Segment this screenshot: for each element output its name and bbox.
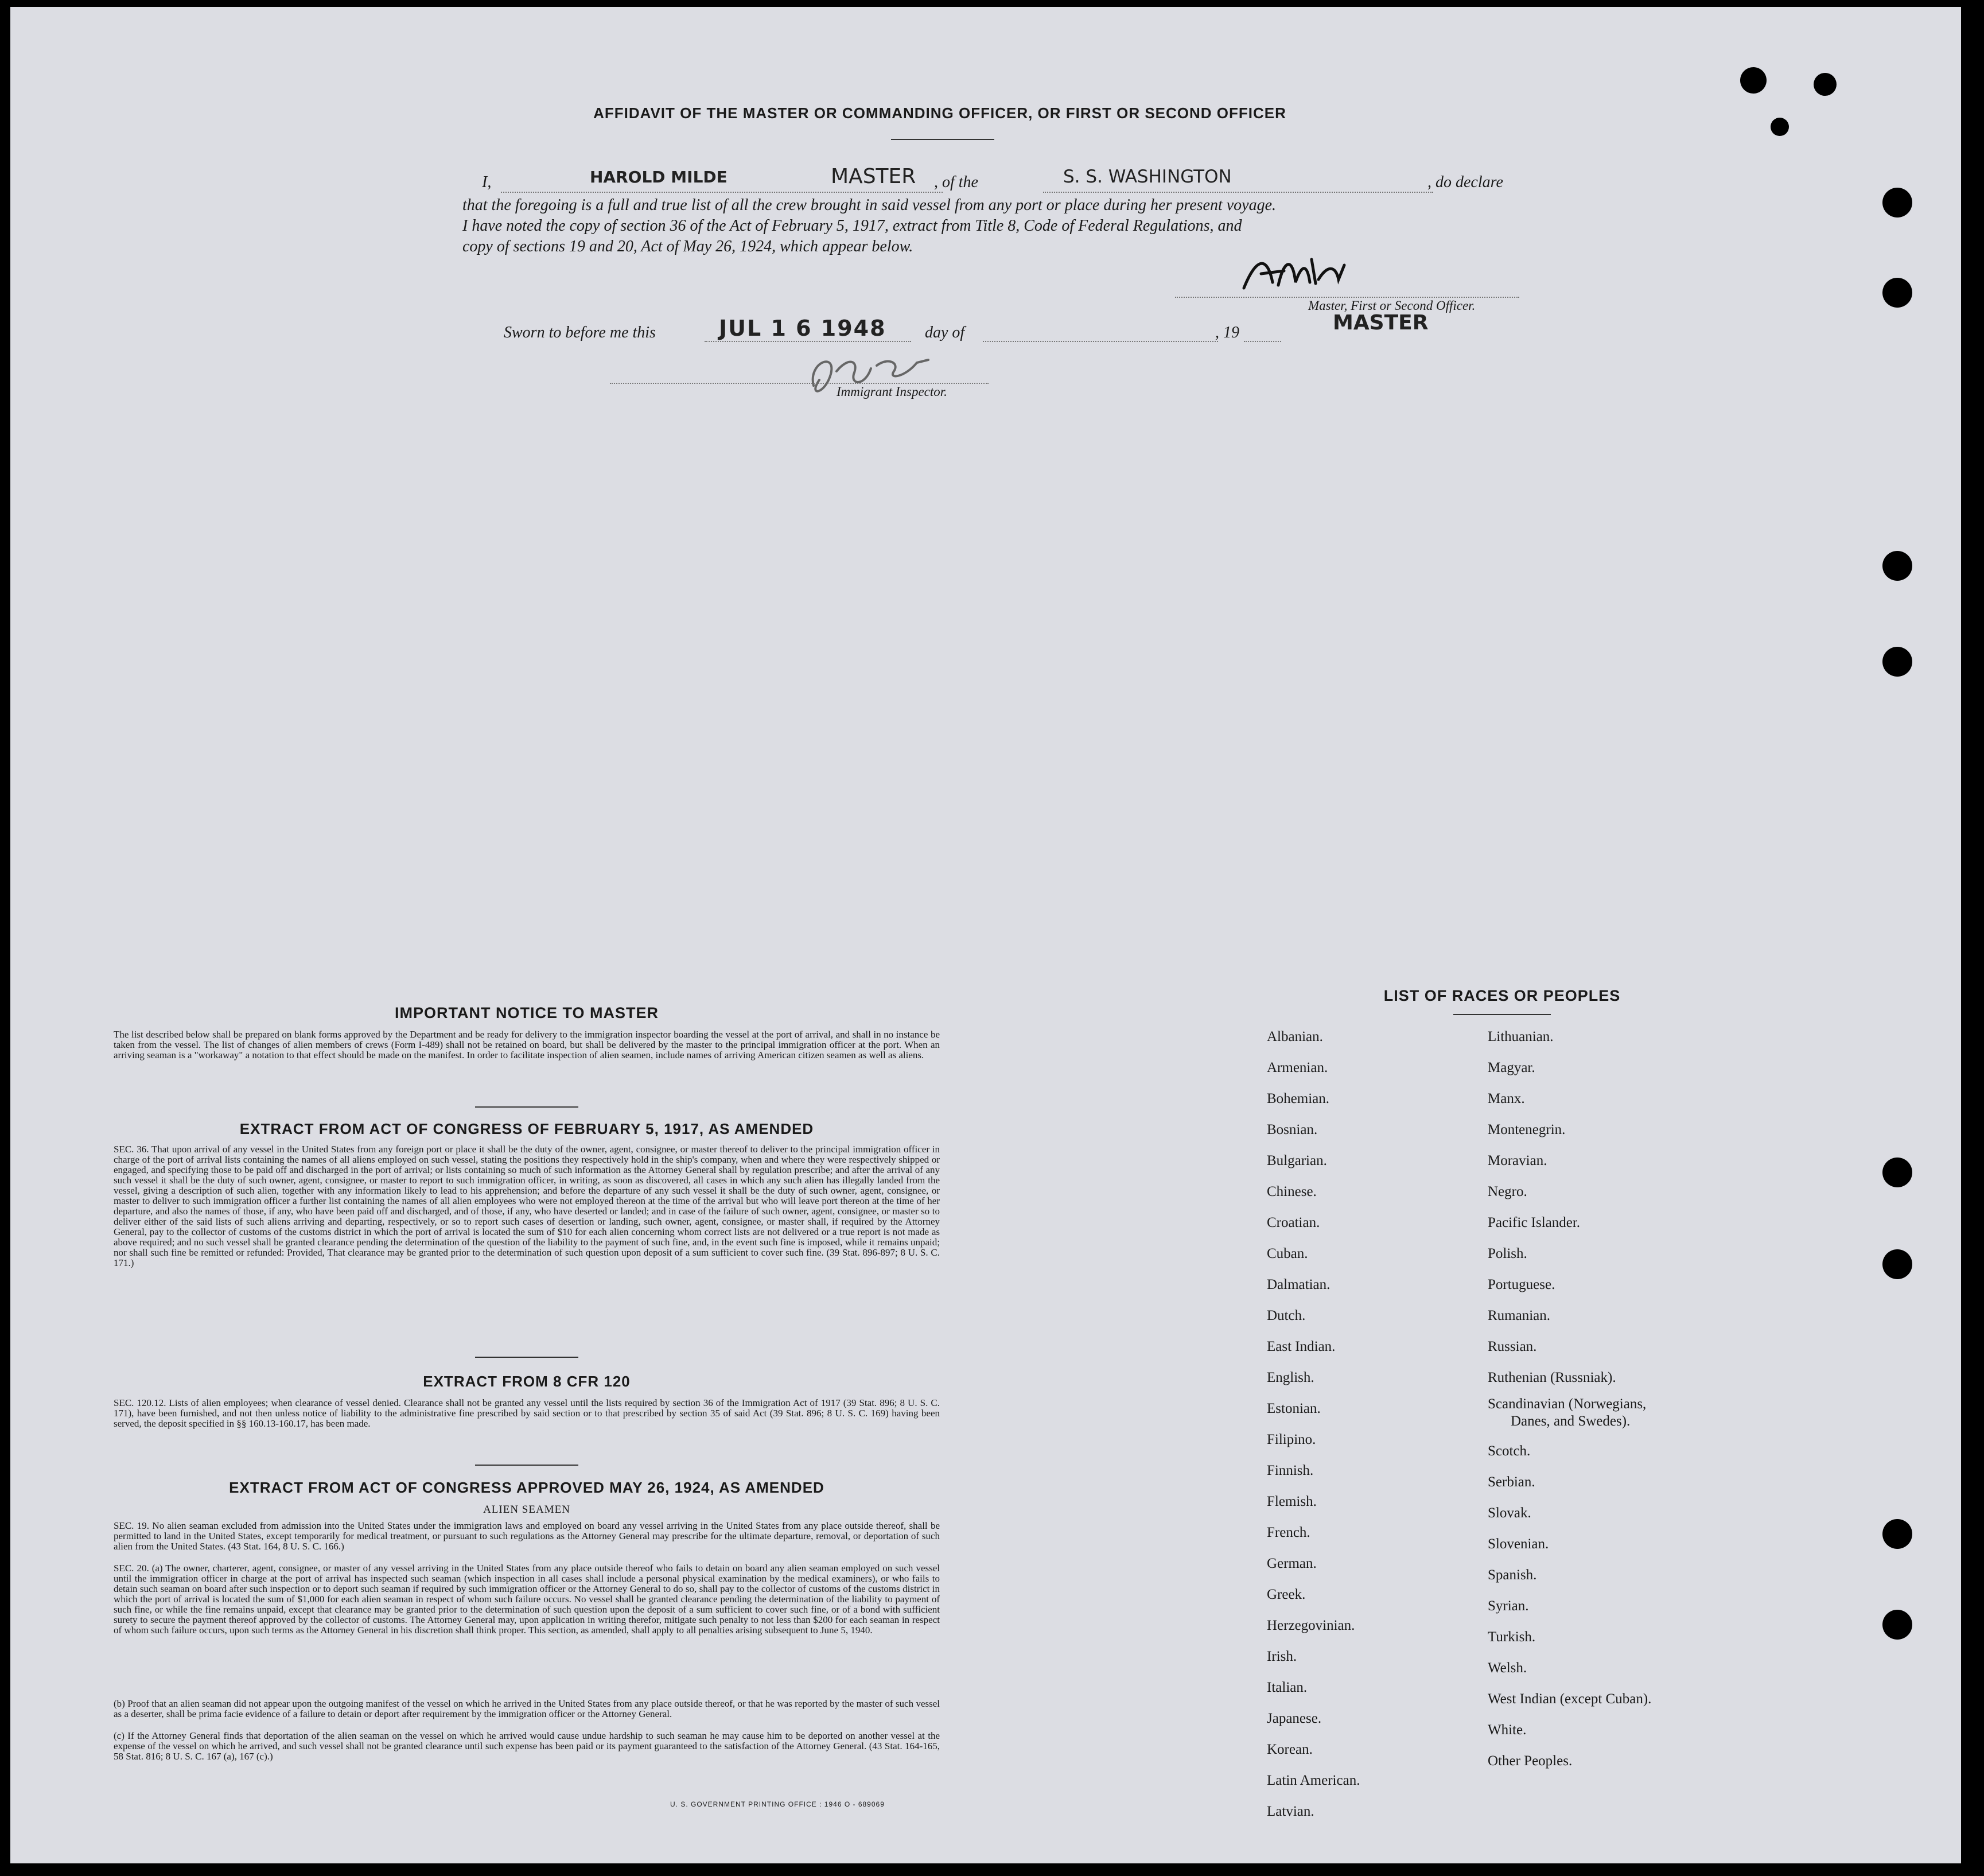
race-item: Syrian. [1488,1598,1529,1614]
inspector-caption: Immigrant Inspector. [837,384,947,399]
binder-hole [1771,118,1789,136]
binder-hole [1882,188,1912,217]
race-item: Turkish. [1488,1629,1536,1645]
race-item: Other Peoples. [1488,1753,1573,1769]
race-item: Dalmatian. [1267,1277,1331,1292]
race-item: Lithuanian. [1488,1029,1554,1044]
race-item: Latin American. [1267,1773,1360,1788]
race-item: Cuban. [1267,1246,1308,1261]
signature-caption: Master, First or Second Officer. [1308,298,1476,313]
race-item: Dutch. [1267,1308,1306,1323]
race-item: Montenegrin. [1488,1122,1566,1137]
signature-rank: MASTER [1333,311,1429,335]
race-item-scandinavian-line-2: Danes, and Swedes). [1511,1413,1631,1429]
race-item: Bosnian. [1267,1122,1318,1137]
binder-hole [1882,647,1912,677]
race-item: Serbian. [1488,1474,1535,1490]
race-item: English. [1267,1370,1314,1385]
race-item: Japanese. [1267,1711,1322,1726]
race-item: Armenian. [1267,1060,1328,1075]
master-name: HAROLD MILDE [590,168,728,187]
document-page [10,7,1961,1863]
binder-hole [1882,278,1912,308]
race-item: Rumanian. [1488,1308,1551,1323]
declaration-line-4: copy of sections 19 and 20, Act of May 26, 1924, which appear below. [462,238,913,255]
year-prefix: , 19 [1215,324,1239,341]
race-item: Slovenian. [1488,1536,1549,1552]
race-item: Spanish. [1488,1567,1537,1583]
races-column-1 [1267,1021,1360,1827]
race-item: Latvian. [1267,1804,1314,1819]
binder-hole [1882,1158,1912,1187]
race-item: Polish. [1488,1246,1527,1261]
extract-1917-divider [475,1357,578,1358]
race-item: Welsh. [1488,1660,1527,1676]
extract-1917-text: SEC. 36. That upon arrival of any vessel in the United States from any foreign port or place it shall be the duty of the owner, agent, consignee, or master thereof to deliver to the principal immigration officer in charge of the port of arrival lists containing the names of all aliens employed on such vessel, stating the positions they respectively hold in the ship's company, when and where they were respectively shipped or engaged, and specifying those to be paid off and discharged in the port of arrival; or lists containing so much of such information as the Attorney General shall by regulation prescribe; and after the arrival of any such vessel it shall be the duty of such owner, agent, consignee, or master to report to such immigration officer, in writing, as soon as discovered, all cases in which any such alien has illegally landed from the vessel, giving a description of such alien, together with any information likely to lead to his apprehension; and before the departure of any such vessel it shall be the duty of such owner, agent, consignee, or master to deliver to such immigration officer a further list containing the names of all alien employees who were not employed thereon at the time of the arrival but who will leave port thereon at the time of her departure, and also the names of those, if any, who have been paid off and discharged, and of those, if any, who have deserted or landed; and in case of the failure of such owner, agent, consignee, or master so to deliver either of the said lists of such aliens arriving and departing, respectively, or so to report such cases of desertion or landing, such owner, agent, consignee, or master shall, if required by the Attorney General, pay to the collector of customs of the customs district in which the port of arrival is located the sum of $10 for each alien concerning whom correct lists are not delivered or a true report is not made as above required; and no such vessel shall be granted clearance pending the determination of the question of the liability to the payment of such fine, and, in the event such fine is imposed, while it remains unpaid; nor shall such fine be remitted or refunded: Provided, That clearance may be granted prior to the determination of such question upon deposit of a sum sufficient to cover such fine. (39 Stat. 896-897; 8 U. S. C. 171.) [114,1144,940,1268]
race-item: Portuguese. [1488,1277,1555,1292]
affidavit-title: AFFIDAVIT OF THE MASTER OR COMMANDING OFFICER, OR FIRST OR SECOND OFFICER [593,104,1286,122]
race-item: Korean. [1267,1742,1313,1757]
race-item: White. [1488,1722,1527,1738]
race-item: Chinese. [1267,1184,1317,1199]
race-item: Slovak. [1488,1505,1531,1521]
extract-cfr-text: SEC. 120.12. Lists of alien employees; when clearance of vessel denied. Clearance shall not be granted any vessel until the lists required by section 36 of the Immigration Act of 1917 (39 Stat. 896; 8 U. S. C. 171), have been furnished, and not then unless notice of liability to the administrative fine prescribed by said section or to that prescribed by section 35 of said Act (39 Stat. 896; 8 U. S. C. 169) having been served, the deposit specified in §§ 160.13-160.17, has been made. [114,1397,940,1429]
notice-divider [475,1106,578,1108]
title-divider [891,139,994,140]
races-title: LIST OF RACES OR PEOPLES [1383,987,1621,1004]
sworn-label: Sworn to before me this [504,324,656,341]
vessel-name: S. S. WASHINGTON [1063,166,1232,187]
declarant-i-label: I, [482,173,492,191]
race-item: Negro. [1488,1184,1527,1199]
month-blank [983,341,1218,342]
race-item: Italian. [1267,1680,1308,1695]
binder-hole [1882,1610,1912,1640]
race-item: Croatian. [1267,1215,1320,1230]
race-item: Bohemian. [1267,1091,1330,1106]
race-item: Manx. [1488,1091,1525,1106]
binder-hole [1814,73,1837,96]
race-item: Magyar. [1488,1060,1535,1075]
extract-1924-sec20b: (b) Proof that an alien seaman did not appear upon the outgoing manifest of the vessel on which he arrived in the United States from any place outside thereof, or that he was reported by the master of such vessel as a deserter, shall be prima facie evidence of a failure to detain or deport after requirement by the immigration officer or the Attorney General. [114,1698,940,1719]
race-item: German. [1267,1556,1317,1571]
race-item: French. [1267,1525,1310,1540]
sworn-date-stamp: JUL 1 6 1948 [719,316,886,341]
race-item: Bulgarian. [1267,1153,1327,1168]
race-item: Irish. [1267,1649,1297,1664]
master-rank: MASTER [831,165,916,188]
race-item: Greek. [1267,1587,1306,1602]
inspector-line [610,383,989,384]
race-item: West Indian (except Cuban). [1488,1691,1652,1707]
master-signature [1238,248,1410,300]
name-blank [501,192,943,193]
notice-title: IMPORTANT NOTICE TO MASTER [395,1004,659,1021]
signature-line [1175,297,1519,298]
race-item: Russian. [1488,1339,1537,1354]
race-item: Flemish. [1267,1494,1317,1509]
do-declare-label: , do declare [1427,173,1503,191]
race-item-scandinavian-line-1: Scandinavian (Norwegians, [1488,1396,1647,1412]
race-item: Albanian. [1267,1029,1323,1044]
extract-1924-subtitle: ALIEN SEAMEN [483,1504,570,1516]
race-item-scandinavian [1488,1393,1651,1436]
race-item: East Indian. [1267,1339,1336,1354]
extract-1924-title: EXTRACT FROM ACT OF CONGRESS APPROVED MAY 26, 1924, AS AMENDED [229,1479,824,1496]
race-item: Filipino. [1267,1432,1316,1447]
vessel-blank [1043,192,1433,193]
binder-hole [1882,551,1912,581]
race-item: Ruthenian (Russniak). [1488,1370,1616,1385]
race-item: Estonian. [1267,1401,1321,1416]
day-of-label: day of [925,324,965,341]
binder-hole [1882,1249,1912,1279]
declaration-line-3: I have noted the copy of section 36 of the Act of February 5, 1917, extract from Title 8, Code of Federal Regulations, and [462,217,1242,235]
printing-office-footer: U. S. GOVERNMENT PRINTING OFFICE : 1946 O - 689069 [670,1800,885,1808]
of-the-label: , of the [934,173,978,191]
year-blank [1244,341,1281,342]
race-item: Finnish. [1267,1463,1314,1478]
binder-hole [1882,1519,1912,1549]
race-item: Moravian. [1488,1153,1547,1168]
race-item: Pacific Islander. [1488,1215,1581,1230]
extract-1924-sec20c: (c) If the Attorney General finds that deportation of the alien seaman on the vessel on which he arrived would cause undue hardship to such seaman he may cause him to be deported on another vessel at the expense of the vessel on which he arrived, and such vessel shall not be granted clearance until such expense has been paid or its payment guaranteed to the satisfaction of the Attorney General. (43 Stat. 164-165, 58 Stat. 816; 8 U. S. C. 167 (a), 167 (c).) [114,1730,940,1762]
race-item: Scotch. [1488,1443,1531,1459]
extract-1924-sec20a: SEC. 20. (a) The owner, charterer, agent, consignee, or master of any vessel arriving in the United States from any place outside thereof who fails to detain on board any alien seaman employed on such vessel until the immigration officer in charge at the port of arrival has inspected such seaman (which inspection in all cases shall include a personal physical examination by the medical examiners), or who fails to detain such seaman on board after such inspection or to deport such seaman if required by such immigration officer or the Attorney General to do so, shall pay to the collector of customs of the customs district in which the port of arrival is located the sum of $1,000 for each alien seaman in respect of whom such failure occurs. No vessel shall be granted clearance pending the determination of the liability to payment of such fine, or while the fine remains unpaid, except that clearance may be granted prior to the determination of such question upon the deposit of a sum sufficient to cover such fine, or of a bond with sufficient surety to secure the payment thereof approved by the collector of customs. The Attorney General may, upon application in writing therefor, mitigate such penalty to not less than $200 for each seaman in respect of whom such failure occurs, upon such terms as the Attorney General in his discretion shall think proper. This section, as amended, shall apply to all penalties arising subsequent to June 5, 1940. [114,1563,940,1636]
extract-1917-title: EXTRACT FROM ACT OF CONGRESS OF FEBRUARY 5, 1917, AS AMENDED [239,1120,814,1137]
extract-cfr-title: EXTRACT FROM 8 CFR 120 [423,1373,631,1390]
races-column-2 [1488,1021,1651,1777]
notice-text: The list described below shall be prepared on blank forms approved by the Department and be ready for delivery to the immigration inspector boarding the vessel at the port of arrival, and shall in no instance be taken from the vessel. The list of changes of alien members of crews (Form I-489) shall not be retained on board, but shall be delivered by the master to the principal immigration officer at the port. When an arriving seaman is a "workaway" a notation to that effect should be made on the manifest. In order to facilitate inspection of alien seamen, include names of arriving American citizen seamen as well as aliens. [114,1029,940,1061]
binder-hole [1740,67,1767,94]
declaration-line-2: that the foregoing is a full and true list of all the crew brought in said vessel from any port or place during her present voyage. [462,196,1277,214]
extract-1924-sec19: SEC. 19. No alien seaman excluded from admission into the United States under the immigration laws and employed on board any vessel arriving in the United States from any place outside thereof, shall be permitted to land in the United States, except temporarily for medical treatment, or pursuant to such regulations as the Attorney General may prescribe for the ultimate departure, removal, or deportation of such alien from the United States. (43 Stat. 164, 8 U. S. C. 166.) [114,1520,940,1552]
race-item: Herzegovinian. [1267,1618,1355,1633]
races-divider [1453,1014,1551,1015]
extract-cfr-divider [475,1465,578,1466]
